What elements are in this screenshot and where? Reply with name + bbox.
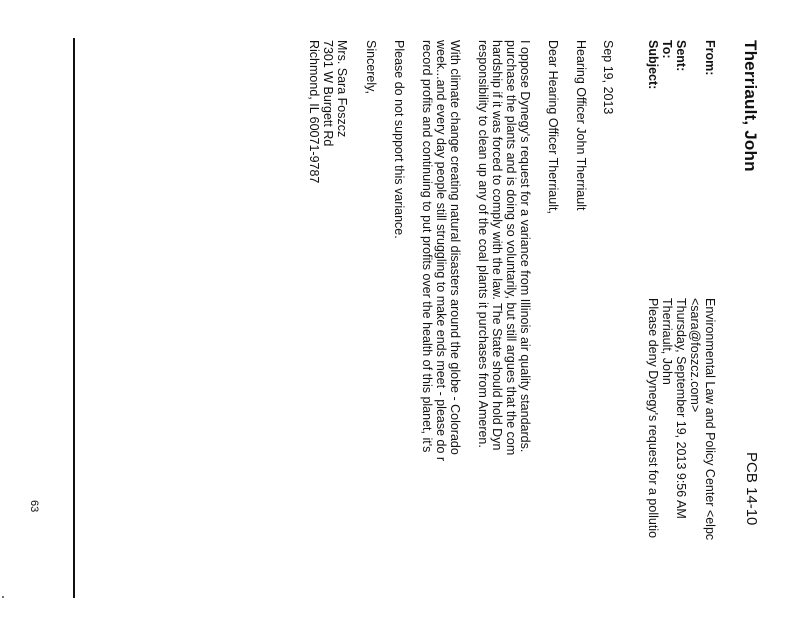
paragraph-1-line-1: I oppose Dynegy's request for a variance from Illinois air quality standards. xyxy=(518,40,532,453)
paragraph-2-line-2: week...and every day people still struggling to make ends meet - please do r xyxy=(434,40,448,462)
to-label: To: xyxy=(660,40,674,59)
sent-label: Sent: xyxy=(674,40,688,72)
docket-number: PCB 14-10 xyxy=(743,452,760,526)
signature-city: Richmond, IL 60071-9787 xyxy=(307,40,321,184)
signature-name: Mrs. Sara Foszcz xyxy=(335,40,349,138)
letter-date: Sep 19, 2013 xyxy=(601,40,615,115)
signature-street: 7301 W Burgett Rd xyxy=(321,40,335,147)
paragraph-1-line-4: responsibility to clean up any of the coal plants it purchases from Ameren. xyxy=(476,40,490,448)
subject-value: Please deny Dynegy's request for a pollutio xyxy=(646,298,660,539)
subject-label: Subject: xyxy=(646,40,660,90)
letter-addressee: Hearing Officer John Therriault xyxy=(574,40,588,211)
from-email: <sara@foszcz.com> xyxy=(688,298,702,413)
to-value: Therriault, John xyxy=(660,298,674,385)
from-value: Environmental Law and Policy Center <elpc xyxy=(703,298,717,541)
page-number: 63 xyxy=(28,500,40,513)
paragraph-2-line-1: With climate change creating natural disasters around the globe - Colorado xyxy=(448,40,462,455)
sender-name-heading: Therriault, John xyxy=(741,40,760,172)
letter-closing: Sincerely, xyxy=(364,40,378,94)
letter-salutation: Dear Hearing Officer Therriault, xyxy=(546,40,560,214)
from-label: From: xyxy=(703,40,717,76)
sent-value: Thursday, September 19, 2013 9:56 AM xyxy=(674,298,688,519)
paragraph-1-line-2: purchase the plants and is doing so voluntarily, but still argues that the com xyxy=(504,40,518,456)
paragraph-1-line-3: hardship if it was forced to comply with the law. The State should hold Dyn xyxy=(490,40,504,451)
paragraph-3: Please do not support this variance. xyxy=(392,40,406,239)
header-rule xyxy=(73,38,75,598)
paragraph-2-line-3: record profits and continuing to put profits over the health of this planet, it's xyxy=(420,40,434,453)
scan-speck xyxy=(2,596,4,598)
